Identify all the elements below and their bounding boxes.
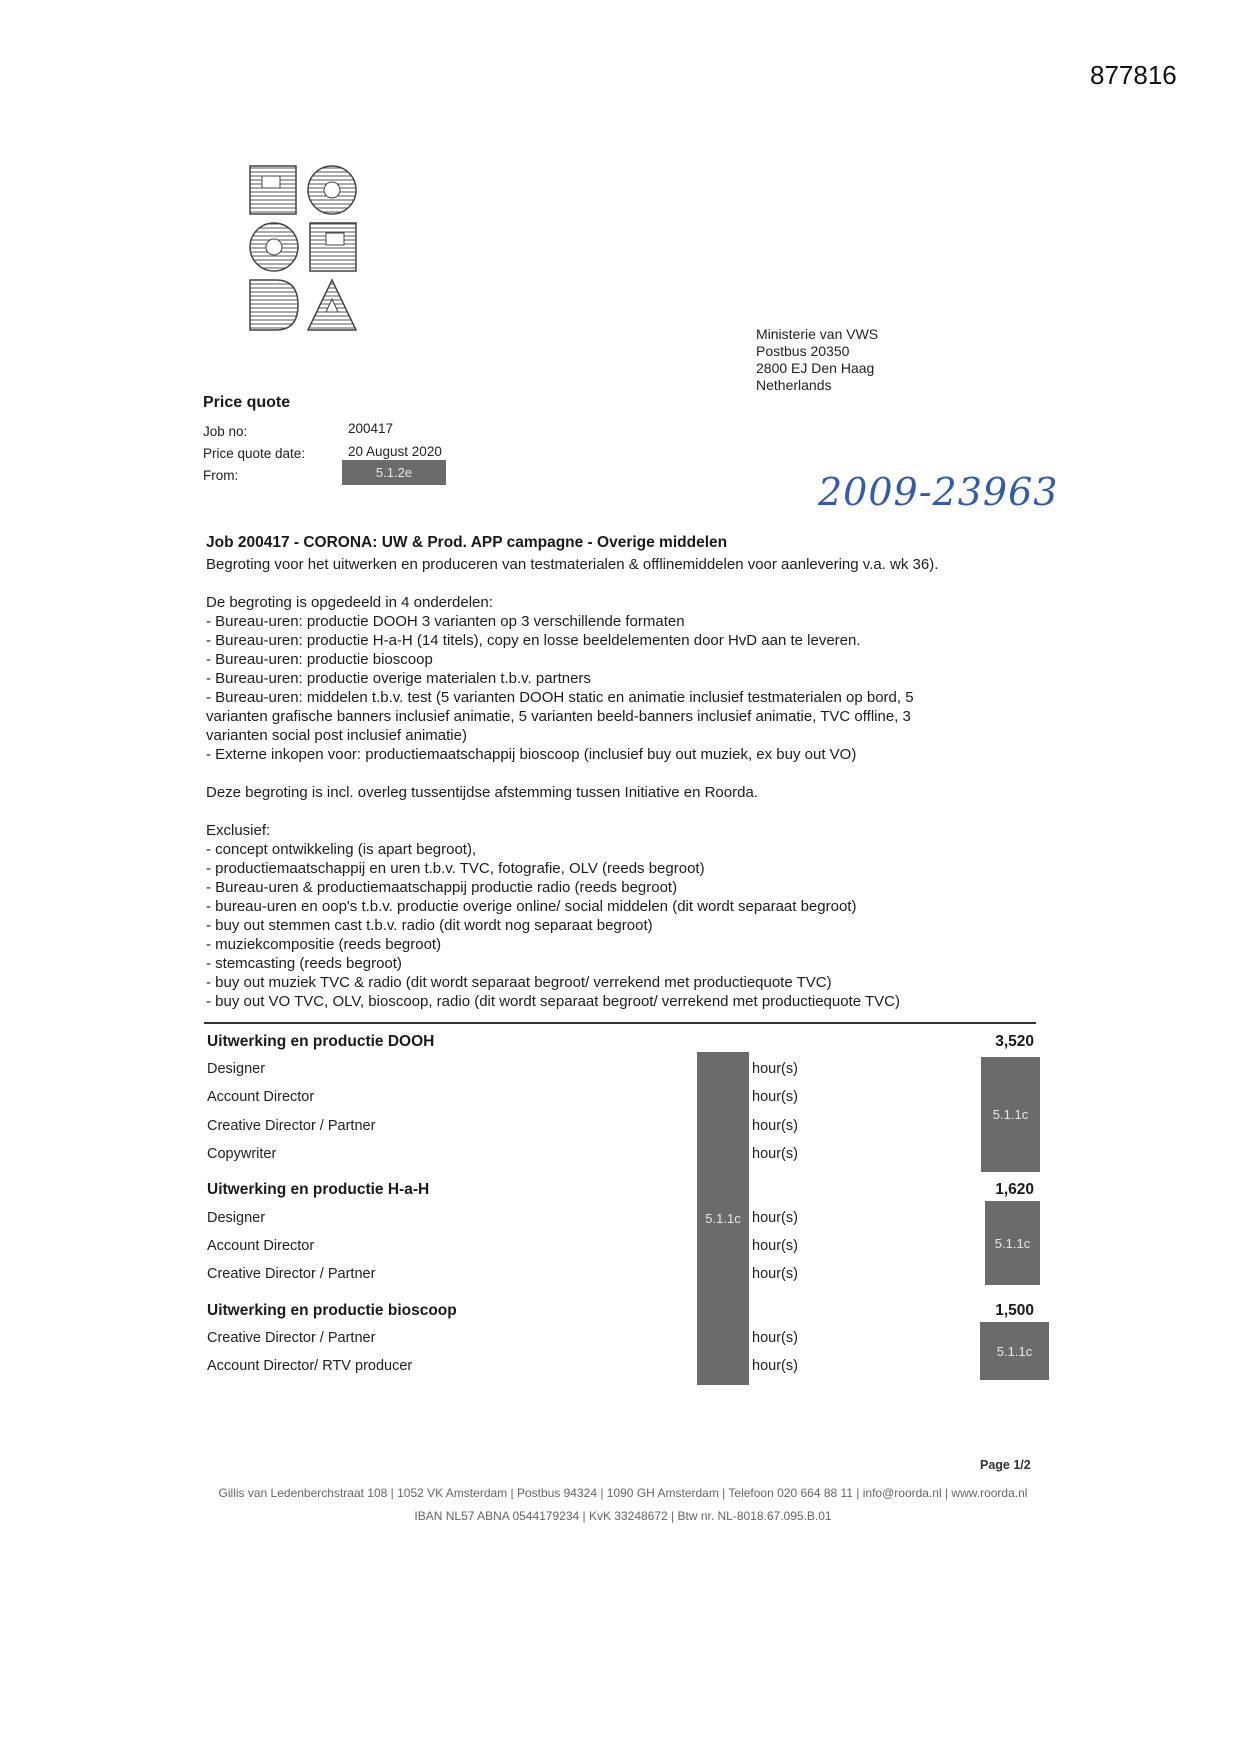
- list-item: - productiemaatschappij en uren t.b.v. TVC, fotografie, OLV (reeds begroot): [206, 860, 705, 877]
- from-redaction: 5.1.2e: [342, 460, 446, 485]
- handwritten-reference: 2009-23963: [818, 470, 1059, 514]
- roorda-logo: [248, 162, 360, 334]
- list-item: - stemcasting (reeds begroot): [206, 955, 402, 972]
- hours-redaction: 5.1.1c: [697, 1052, 749, 1385]
- exclusive-label: Exclusief:: [206, 822, 271, 839]
- role-label: Creative Director / Partner: [207, 1266, 376, 1282]
- job-title: Job 200417 - CORONA: UW & Prod. APP campagne - Overige middelen: [206, 534, 728, 551]
- price-quote-title: Price quote: [203, 394, 291, 411]
- job-no-label: Job no:: [203, 424, 248, 439]
- footer-address: Gillis van Ledenberchstraat 108 | 1052 VK Amsterdam | Postbus 94324 | 1090 GH Amsterdam | Telefoon 020 664 88 11 | info@roorda.nl | www.roorda.nl: [218, 1486, 1028, 1500]
- role-label: Copywriter: [207, 1146, 277, 1162]
- hours-unit: hour(s): [752, 1358, 798, 1374]
- role-label: Designer: [207, 1061, 266, 1077]
- hours-unit: hour(s): [752, 1061, 798, 1077]
- divider: [204, 1022, 1036, 1024]
- hours-unit: hour(s): [752, 1089, 798, 1105]
- address-line: 2800 EJ Den Haag: [756, 360, 875, 376]
- list-item: - buy out VO TVC, OLV, bioscoop, radio (dit wordt separaat begroot/ verrekend met productiequote TVC): [206, 993, 900, 1010]
- hours-unit: hour(s): [752, 1118, 798, 1134]
- list-item: - muziekcompositie (reeds begroot): [206, 936, 442, 953]
- footer-bank: IBAN NL57 ABNA 0544179234 | KvK 33248672 | Btw nr. NL-8018.67.095.B.01: [414, 1509, 832, 1523]
- list-item: - buy out stemmen cast t.b.v. radio (dit wordt nog separaat begroot): [206, 917, 653, 934]
- address-line: Postbus 20350: [756, 343, 850, 359]
- list-item: varianten grafische banners inclusief animatie, 5 varianten beeld-banners inclusief animatie, TVC offline, 3: [206, 708, 911, 725]
- role-label: Creative Director / Partner: [207, 1118, 376, 1134]
- page-number: Page 1/2: [980, 1458, 1031, 1472]
- section-title-hah: Uitwerking en productie H-a-H: [207, 1181, 430, 1198]
- amount-redaction-hah: 5.1.1c: [985, 1201, 1040, 1285]
- note: Deze begroting is incl. overleg tussentijdse afstemming tussen Initiative en Roorda.: [206, 784, 758, 801]
- section-title-bioscoop: Uitwerking en productie bioscoop: [207, 1302, 457, 1319]
- list-item: - bureau-uren en oop's t.b.v. productie overige online/ social middelen (dit wordt separaat begroot): [206, 898, 857, 915]
- date-value: 20 August 2020: [348, 444, 442, 459]
- role-label: Creative Director / Partner: [207, 1330, 376, 1346]
- role-label: Account Director: [207, 1089, 315, 1105]
- hours-unit: hour(s): [752, 1330, 798, 1346]
- job-subtitle: Begroting voor het uitwerken en produceren van testmaterialen & offlinemiddelen voor aanlevering v.a. wk 36).: [206, 556, 939, 573]
- list-item: - Bureau-uren: productie overige materialen t.b.v. partners: [206, 670, 591, 687]
- document-number: 877816: [1090, 60, 1177, 90]
- parts-list: [206, 593, 1036, 764]
- section-amount-hah: 1,620: [995, 1181, 1034, 1198]
- hours-unit: hour(s): [752, 1210, 798, 1226]
- section-title-dooh: Uitwerking en productie DOOH: [207, 1033, 435, 1050]
- job-no-value: 200417: [348, 421, 394, 436]
- amount-redaction-bioscoop: 5.1.1c: [980, 1322, 1049, 1380]
- address-line: Netherlands: [756, 377, 832, 393]
- parts-intro: De begroting is opgedeeld in 4 onderdelen:: [206, 594, 493, 611]
- list-item: - Bureau-uren: middelen t.b.v. test (5 varianten DOOH static en animatie inclusief testmaterialen op bord, 5: [206, 689, 914, 706]
- list-item: - Bureau-uren: productie DOOH 3 varianten op 3 verschillende formaten: [206, 613, 685, 630]
- hours-unit: hour(s): [752, 1238, 798, 1254]
- list-item: - Bureau-uren: productie bioscoop: [206, 651, 433, 668]
- list-item: - Bureau-uren: productie H-a-H (14 titels), copy en losse beeldelementen door HvD aan te leveren.: [206, 632, 861, 649]
- amount-redaction-dooh: 5.1.1c: [981, 1057, 1040, 1172]
- date-label: Price quote date:: [203, 446, 306, 461]
- section-amount-dooh: 3,520: [995, 1033, 1034, 1050]
- address-line: Ministerie van VWS: [756, 326, 879, 342]
- list-item: - Bureau-uren & productiemaatschappij productie radio (reeds begroot): [206, 879, 678, 896]
- section-amount-bioscoop: 1,500: [995, 1302, 1034, 1319]
- role-label: Account Director: [207, 1238, 315, 1254]
- recipient-address: [756, 326, 878, 394]
- from-label: From:: [203, 468, 239, 483]
- list-item: - concept ontwikkeling (is apart begroot),: [206, 841, 477, 858]
- hours-unit: hour(s): [752, 1266, 798, 1282]
- list-item: - Externe inkopen voor: productiemaatschappij bioscoop (inclusief buy out muziek, ex buy out VO): [206, 746, 857, 763]
- role-label: Account Director/ RTV producer: [207, 1358, 413, 1374]
- exclusive-list: [206, 821, 1036, 1011]
- role-label: Designer: [207, 1210, 266, 1226]
- hours-unit: hour(s): [752, 1146, 798, 1162]
- list-item: varianten social post inclusief animatie): [206, 727, 467, 744]
- list-item: - buy out muziek TVC & radio (dit wordt separaat begroot/ verrekend met productiequote TVC): [206, 974, 832, 991]
